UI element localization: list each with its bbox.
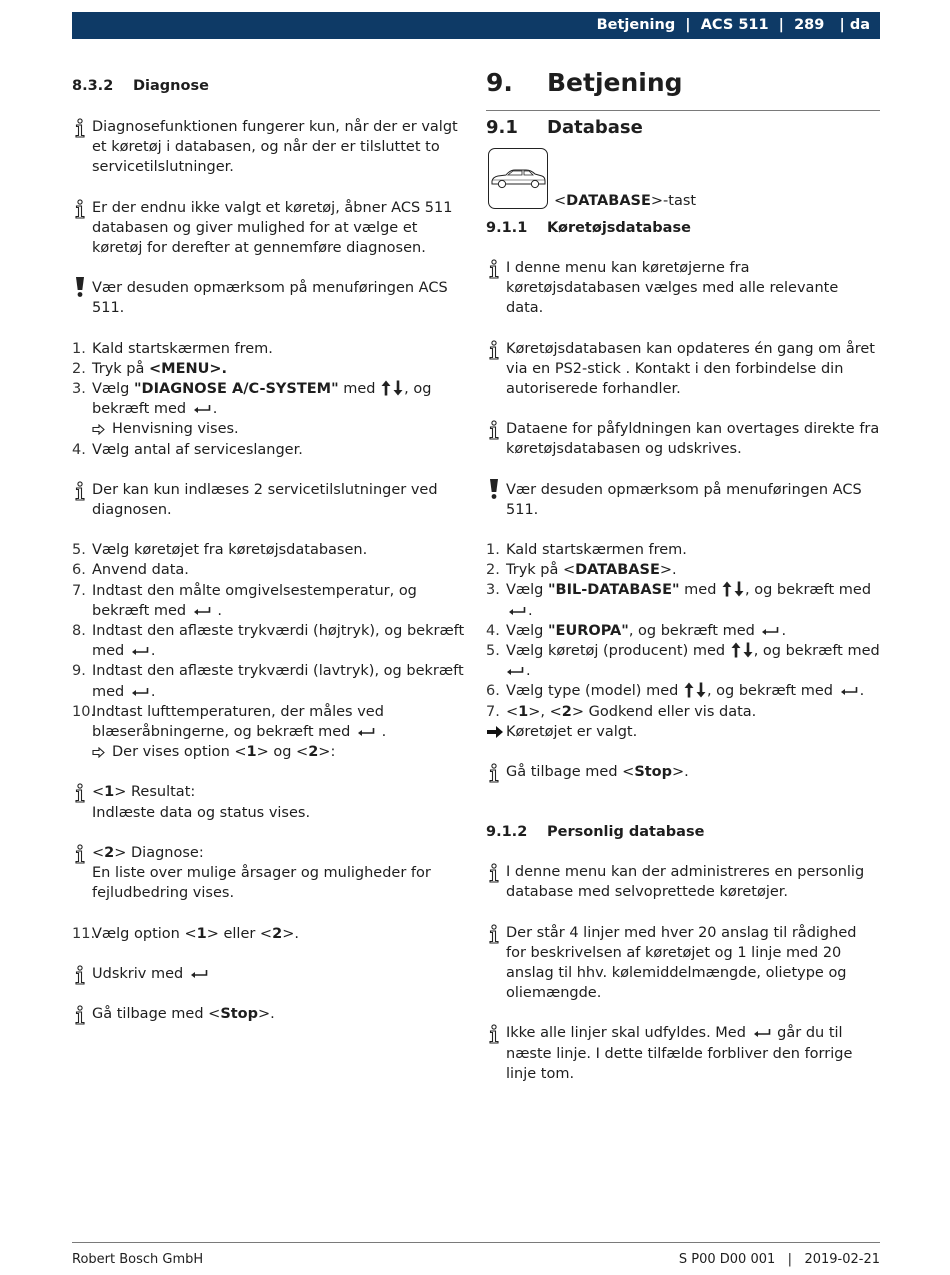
list-item: 2. Tryk på <DATABASE>. <box>486 562 677 579</box>
list-item: 9. Indtast den aflæste trykværdi (lavtryk), og bekræft med . <box>72 663 464 700</box>
list-item: 1. Kald startskærmen frem. <box>72 340 273 357</box>
page-header <box>72 12 880 39</box>
arrow-down-icon <box>696 682 706 698</box>
arrow-up-icon <box>684 682 694 698</box>
arrow-down-icon <box>393 380 403 396</box>
arrow-up-icon <box>381 380 391 396</box>
info-note: <2> Diagnose: En liste over mulige årsager og muligheder for fejludbedring vises. <box>72 843 467 904</box>
info-note: Der kan kun indlæses 2 servicetilslutninger ved diagnosen. <box>72 480 467 520</box>
list-item: 5. Vælg køretøjet fra køretøjsdatabasen. <box>72 542 368 559</box>
info-note: Køretøjsdatabasen kan opdateres én gang om året via en PS2-stick . Kontakt i den forbindelse din autoriserede forhandler. <box>486 339 880 400</box>
result-arrow-icon <box>486 725 504 739</box>
enter-key-icon <box>190 969 208 979</box>
footer-company: Robert Bosch GmbH <box>72 1252 204 1267</box>
stop-key-label: Stop <box>634 764 673 781</box>
enter-key-icon <box>131 646 149 656</box>
footer-docinfo: S P00 D00 001 | 2019-02-21 <box>678 1252 880 1267</box>
info-note: Gå tilbage med <Stop>. <box>486 762 880 782</box>
list-item: 3. Vælg "DIAGNOSE A/C-SYSTEM" med , og bekræft med . <box>72 381 432 418</box>
step-list <box>486 540 880 722</box>
info-note: I denne menu kan der administreres en personlig database med selvoprettede køretøjer. <box>486 862 880 902</box>
enter-key-icon <box>506 666 524 676</box>
info-icon <box>72 965 88 985</box>
stop-key-label: Stop <box>220 1005 259 1022</box>
list-item: 4. Vælg "EUROPA", og bekræft med . <box>486 622 787 639</box>
chapter-title: Betjening <box>547 68 683 97</box>
arrow-down-icon <box>734 581 744 597</box>
step-list <box>72 924 467 944</box>
database-key-row <box>486 146 880 215</box>
list-item: 11. Vælg option <1> eller <2>. <box>72 925 299 942</box>
enter-key-icon <box>840 686 858 696</box>
list-item: 3. Vælg "BIL-DATABASE" med , og bekræft med . <box>486 582 872 619</box>
info-note-text: Er der endnu ikke valgt et køretøj, åbner ACS 511 databasen og giver mulighed for at vælge et køretøj for derefter at gennemføre diagnosen. <box>92 199 453 257</box>
info-icon <box>72 199 88 219</box>
enter-key-icon <box>761 626 779 636</box>
list-item: 4. Vælg antal af serviceslanger. <box>72 441 303 458</box>
step-list <box>72 339 467 460</box>
list-item: 5. Vælg køretøj (producent) med , og bekræft med . <box>486 643 880 680</box>
database-key-button <box>488 148 548 209</box>
warning-note <box>72 278 467 318</box>
section-title: Database <box>547 117 643 138</box>
menu-key-label: <MENU>. <box>148 360 228 377</box>
enter-key-icon <box>193 606 211 616</box>
section-title: Diagnose <box>133 78 209 94</box>
right-column <box>486 66 880 1084</box>
info-icon <box>72 844 88 864</box>
info-icon <box>486 863 502 883</box>
section-number: 8.3.2 <box>72 78 114 94</box>
section-heading <box>72 76 467 96</box>
enter-key-icon <box>357 727 375 737</box>
step-result: Henvisning vises. <box>72 419 467 439</box>
info-icon <box>72 783 88 803</box>
step-result: Der vises option <1> og <2>: <box>72 742 467 762</box>
list-item: 6. Vælg type (model) med , og bekræft med . <box>486 683 865 700</box>
info-icon <box>72 481 88 501</box>
info-icon <box>486 1024 502 1044</box>
info-icon <box>486 924 502 944</box>
arrow-down-icon <box>743 642 753 658</box>
warning-note: Vær desuden opmærksom på menuføringen ACS 511. <box>486 480 880 520</box>
info-icon <box>486 420 502 440</box>
result-arrow-icon <box>92 747 105 758</box>
list-item: 1. Kald startskærmen frem. <box>486 542 687 559</box>
info-note: Udskriv med <box>72 964 467 984</box>
car-icon <box>489 149 547 207</box>
page-header-title: Betjening | ACS 511 | 289 | da <box>596 17 870 34</box>
enter-key-icon <box>193 404 211 414</box>
info-note: <1> Resultat: Indlæste data og status vises. <box>72 782 467 822</box>
enter-key-icon <box>131 687 149 697</box>
list-item: 10. Indtast lufttemperaturen, der måles ved blæseråbningerne, og bekræft med . <box>72 703 387 741</box>
left-column <box>72 76 467 1024</box>
info-icon <box>72 1005 88 1025</box>
enter-key-icon <box>508 606 526 616</box>
info-note <box>72 198 467 259</box>
heading-divider <box>486 110 880 111</box>
info-note: I denne menu kan køretøjerne fra køretøjsdatabasen vælges med alle relevante data. <box>486 258 880 319</box>
result-arrow-icon <box>92 424 105 435</box>
section-heading <box>486 116 880 146</box>
info-icon <box>486 259 502 279</box>
list-item: 7. <1>, <2> Godkend eller vis data. <box>486 703 757 720</box>
section-number: 9.1 <box>486 117 518 138</box>
arrow-up-icon <box>731 642 741 658</box>
info-note: Gå tilbage med <Stop>. <box>72 1004 467 1024</box>
final-result: Køretøjet er valgt. <box>486 722 880 742</box>
list-item: 6. Anvend data. <box>72 562 189 579</box>
info-icon <box>72 118 88 138</box>
warning-icon <box>74 276 86 298</box>
step-list <box>72 540 467 762</box>
info-note: Dataene for påfyldningen kan overtages direkte fra køretøjsdatabasen og udskrives. <box>486 419 880 459</box>
enter-key-icon <box>753 1028 771 1038</box>
info-icon <box>486 340 502 360</box>
database-key-label: <DATABASE>-tast <box>554 193 697 209</box>
subsection-heading: 9.1.2 Personlig database <box>486 824 705 841</box>
chapter-number: 9. <box>486 68 513 97</box>
warning-icon <box>488 478 500 500</box>
info-note: Der står 4 linjer med hver 20 anslag til rådighed for beskrivelsen af køretøjet og 1 linje med 20 anslag til hhv. kølemiddelmængde, olietype og oliemængde. <box>486 923 880 1004</box>
footer-divider <box>72 1242 880 1243</box>
list-item: 2. Tryk på <MENU>. <box>72 360 228 377</box>
info-note: Ikke alle linjer skal udfyldes. Med går du til næste linje. I dette tilfælde forbliver den forrige linje tom. <box>486 1023 880 1084</box>
info-note-text: Diagnosefunktionen fungerer kun, når der er valgt et køretøj i databasen, og når der er tilsluttet to servicetilslutninger. <box>92 119 458 176</box>
subsection-heading: 9.1.1 Køretøjsdatabase <box>486 220 691 236</box>
info-icon <box>486 763 502 783</box>
chapter-heading <box>486 66 880 106</box>
warning-note-text: Vær desuden opmærksom på menuføringen ACS 511. <box>92 280 448 317</box>
list-item: 7. Indtast den målte omgivelsestemperatur, og bekræft med . <box>72 582 417 619</box>
info-note <box>72 117 467 178</box>
arrow-up-icon <box>722 581 732 597</box>
list-item: 8. Indtast den aflæste trykværdi (højtryk), og bekræft med . <box>72 623 465 660</box>
